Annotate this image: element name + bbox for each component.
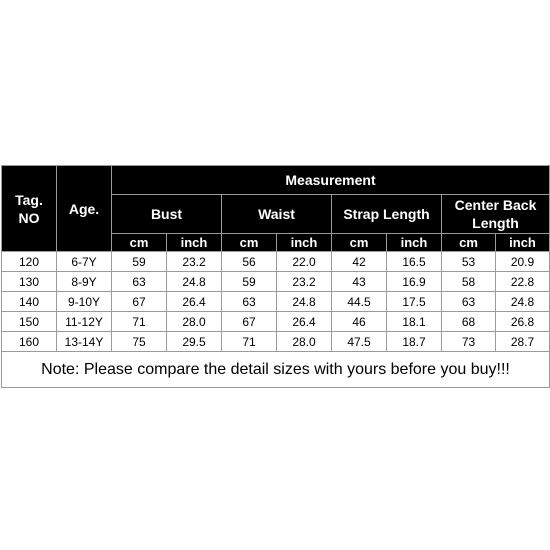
bust-header bbox=[112, 195, 222, 234]
table-cell: 24.8 bbox=[496, 292, 550, 312]
table-cell: 23.2 bbox=[167, 252, 222, 272]
table-cell: 71 bbox=[222, 332, 277, 352]
table-cell: 28.0 bbox=[277, 332, 332, 352]
table-cell: 44.5 bbox=[332, 292, 387, 312]
table-cell: 29.5 bbox=[167, 332, 222, 352]
header-row-measurement bbox=[2, 166, 550, 195]
measurement-label: Measurement bbox=[285, 172, 376, 188]
table-cell: 68 bbox=[442, 312, 496, 332]
table-cell: 160 bbox=[2, 332, 57, 352]
table-cell: 26.8 bbox=[496, 312, 550, 332]
table-cell: 59 bbox=[222, 272, 277, 292]
table-cell: 59 bbox=[112, 252, 167, 272]
table-cell: 6-7Y bbox=[57, 252, 112, 272]
waist-header bbox=[222, 195, 332, 234]
table-cell: 9-10Y bbox=[57, 292, 112, 312]
waist-label: Waist bbox=[258, 206, 295, 222]
table-body bbox=[2, 252, 550, 352]
table-cell: 63 bbox=[442, 292, 496, 312]
table-cell: 63 bbox=[222, 292, 277, 312]
table-cell: 42 bbox=[332, 252, 387, 272]
table-cell: 43 bbox=[332, 272, 387, 292]
table-cell: 18.1 bbox=[387, 312, 442, 332]
table-cell: 24.8 bbox=[277, 292, 332, 312]
table-cell: 67 bbox=[222, 312, 277, 332]
table-cell: 24.8 bbox=[167, 272, 222, 292]
table-cell: 28.0 bbox=[167, 312, 222, 332]
table-cell: 130 bbox=[2, 272, 57, 292]
bust-label: Bust bbox=[150, 206, 183, 222]
table-cell: 46 bbox=[332, 312, 387, 332]
age-header bbox=[57, 166, 112, 252]
table-cell: 20.9 bbox=[496, 252, 550, 272]
table-row bbox=[2, 272, 550, 292]
table-cell: 8-9Y bbox=[57, 272, 112, 292]
size-table bbox=[1, 165, 550, 388]
unit-header: inch bbox=[387, 234, 442, 252]
table-row bbox=[2, 332, 550, 352]
unit-header: inch bbox=[277, 234, 332, 252]
unit-header: cm bbox=[112, 234, 167, 252]
center-back-length-label: Center Back Length bbox=[454, 197, 537, 231]
age-label: Age. bbox=[68, 200, 100, 217]
table-cell: 18.7 bbox=[387, 332, 442, 352]
strap-length-header bbox=[332, 195, 442, 234]
note-row bbox=[2, 352, 550, 388]
unit-header: cm bbox=[332, 234, 387, 252]
table-cell: 56 bbox=[222, 252, 277, 272]
table-cell: 47.5 bbox=[332, 332, 387, 352]
table-cell: 17.5 bbox=[387, 292, 442, 312]
table-cell: 67 bbox=[112, 292, 167, 312]
table-cell: 75 bbox=[112, 332, 167, 352]
table-cell: 23.2 bbox=[277, 272, 332, 292]
size-chart bbox=[1, 165, 549, 385]
table-cell: 58 bbox=[442, 272, 496, 292]
unit-header: cm bbox=[222, 234, 277, 252]
unit-header: cm bbox=[442, 234, 496, 252]
tag-no-label: Tag. NO bbox=[15, 191, 43, 226]
table-cell: 16.5 bbox=[387, 252, 442, 272]
table-cell: 22.0 bbox=[277, 252, 332, 272]
table-cell: 140 bbox=[2, 292, 57, 312]
table-cell: 53 bbox=[442, 252, 496, 272]
table-cell: 71 bbox=[112, 312, 167, 332]
unit-header: inch bbox=[167, 234, 222, 252]
tag-no-header bbox=[2, 166, 57, 252]
table-cell: 120 bbox=[2, 252, 57, 272]
table-cell: 22.8 bbox=[496, 272, 550, 292]
table-row bbox=[2, 252, 550, 272]
table-row bbox=[2, 292, 550, 312]
center-back-length-header bbox=[442, 195, 550, 234]
strap-length-label: Strap Length bbox=[343, 206, 430, 222]
unit-header: inch bbox=[496, 234, 550, 252]
table-row bbox=[2, 312, 550, 332]
table-cell: 11-12Y bbox=[57, 312, 112, 332]
table-cell: 28.7 bbox=[496, 332, 550, 352]
table-cell: 73 bbox=[442, 332, 496, 352]
table-cell: 150 bbox=[2, 312, 57, 332]
table-cell: 26.4 bbox=[277, 312, 332, 332]
size-note: Note: Please compare the detail sizes with yours before you buy!!! bbox=[2, 352, 550, 388]
table-cell: 63 bbox=[112, 272, 167, 292]
table-cell: 26.4 bbox=[167, 292, 222, 312]
table-cell: 13-14Y bbox=[57, 332, 112, 352]
table-cell: 16.9 bbox=[387, 272, 442, 292]
measurement-header bbox=[112, 166, 550, 195]
